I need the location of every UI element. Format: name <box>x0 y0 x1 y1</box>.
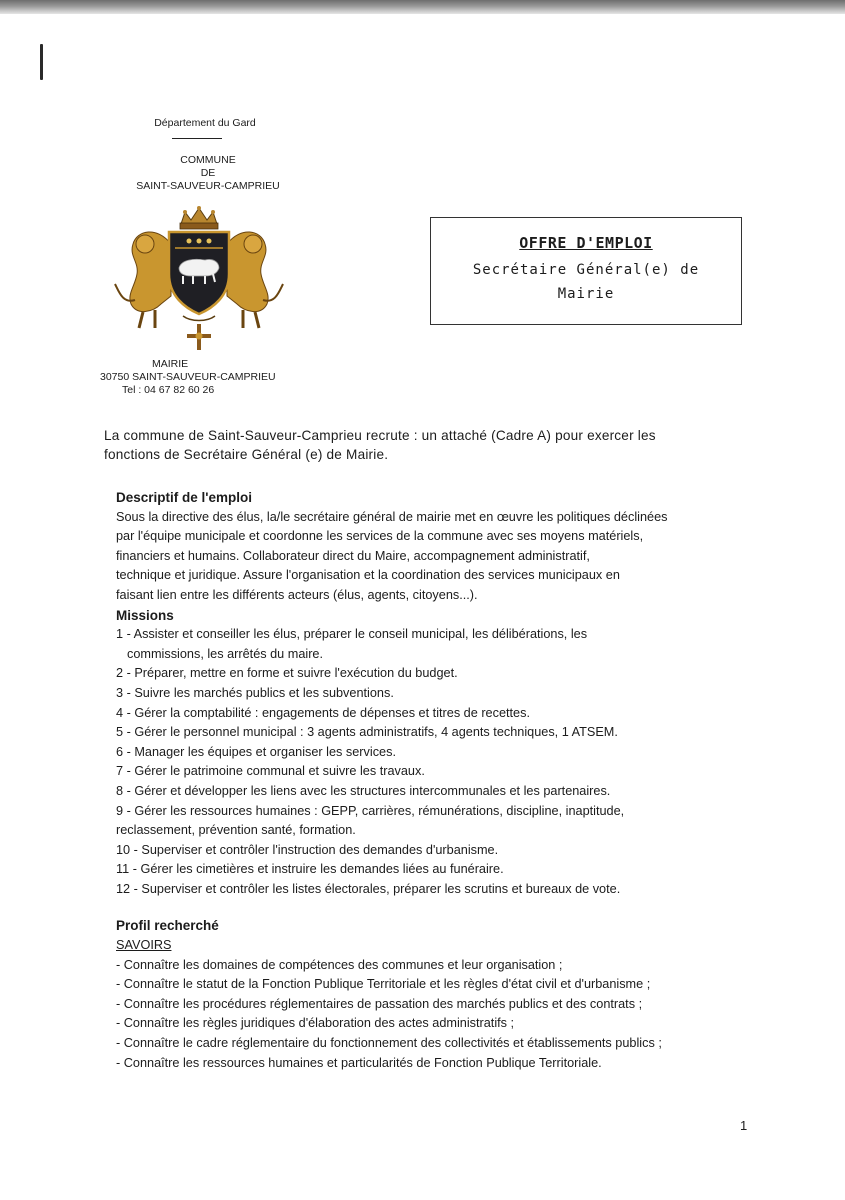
savoir-item: - Connaître le statut de la Fonction Publique Territoriale et les règles d'état civil et d'urbanisme ; <box>116 977 651 992</box>
mission-item: 10 - Superviser et contrôler l'instruction des demandes d'urbanisme. <box>116 842 499 857</box>
crown-icon <box>180 206 218 229</box>
mission-item: 8 - Gérer et développer les liens avec les structures intercommunales et les partenaires. <box>116 783 611 798</box>
commune-name <box>118 154 298 193</box>
intro-paragraph <box>104 426 754 464</box>
mission-item: 4 - Gérer la comptabilité : engagements de dépenses et titres de recettes. <box>116 705 530 720</box>
savoir-item: - Connaître les domaines de compétences des communes et leur organisation ; <box>116 957 563 972</box>
mission-item: 5 - Gérer le personnel municipal : 3 agents administratifs, 4 agents techniques, 1 ATSEM. <box>116 725 618 740</box>
savoir-item: - Connaître le cadre réglementaire du fonctionnement des collectivités et établissements publics ; <box>116 1036 662 1051</box>
mairie-address-block <box>100 358 310 397</box>
descriptif-line: financiers et humains. Collaborateur direct du Maire, accompagnement administratif, <box>116 548 590 563</box>
mission-item: 3 - Suivre les marchés publics et les subventions. <box>116 685 394 700</box>
letterhead-divider <box>172 138 222 139</box>
descriptif-heading: Descriptif de l'emploi <box>116 490 252 505</box>
commune-line-2: DE <box>200 167 216 179</box>
mairie-label: MAIRIE <box>152 358 189 370</box>
offer-subtitle <box>431 258 741 306</box>
coat-of-arms-icon <box>113 204 285 354</box>
cross-medal-icon <box>183 316 215 350</box>
savoirs-label: SAVOIRS <box>116 938 172 953</box>
page-number: 1 <box>740 1118 748 1133</box>
mission-item: 9 - Gérer les ressources humaines : GEPP, carrières, rémunérations, discipline, inaptitude, <box>116 803 625 818</box>
descriptif-line: faisant lien entre les différents acteurs (élus, agents, citoyens...). <box>116 587 478 602</box>
section-spacer <box>116 899 756 916</box>
mission-item: reclassement, prévention santé, formation. <box>116 823 356 838</box>
job-description-body <box>116 488 756 1073</box>
intro-line-2: fonctions de Secrétaire Général (e) de Mairie. <box>104 447 389 462</box>
savoir-item: - Connaître les procédures réglementaires de passation des marchés publics et des contrats ; <box>116 996 643 1011</box>
mission-item: 12 - Superviser et contrôler les listes électorales, préparer les scrutins et bureaux de vote. <box>116 881 621 896</box>
mission-item: 2 - Préparer, mettre en forme et suivre l'exécution du budget. <box>116 666 458 681</box>
profil-heading: Profil recherché <box>116 918 219 934</box>
shield-icon <box>169 232 229 314</box>
address-line: 30750 SAINT-SAUVEUR-CAMPRIEU <box>100 371 276 383</box>
mission-item: 1 - Assister et conseiller les élus, préparer le conseil municipal, les délibérations, les <box>116 627 588 642</box>
missions-list <box>116 625 756 899</box>
mission-item: 6 - Manager les équipes et organiser les services. <box>116 744 396 759</box>
descriptif-line: Sous la directive des élus, la/le secrétaire général de mairie met en œuvre les politiques déclinées <box>116 509 668 524</box>
savoir-item: - Connaître les ressources humaines et particularités de Fonction Publique Territoriale. <box>116 1055 602 1070</box>
phone-line: Tel : 04 67 82 60 26 <box>122 384 215 396</box>
missions-heading: Missions <box>116 607 174 623</box>
mission-item: 11 - Gérer les cimetières et instruire les demandes liées au funéraire. <box>116 862 504 877</box>
commune-line-3: SAINT-SAUVEUR-CAMPRIEU <box>136 180 280 192</box>
mission-item: 7 - Gérer le patrimoine communal et suivre les travaux. <box>116 764 425 779</box>
left-lion-icon <box>115 232 171 328</box>
offer-title: OFFRE D'EMPLOI <box>519 234 653 252</box>
commune-line-1: COMMUNE <box>180 154 236 166</box>
offer-title-box <box>430 217 742 325</box>
descriptif-line: technique et juridique. Assure l'organisation et la coordination des services municipaux en <box>116 568 620 583</box>
offer-subtitle-line-1: Secrétaire Général(e) de <box>472 262 700 278</box>
right-lion-icon <box>227 232 283 328</box>
department-label: Département du Gard <box>154 117 256 129</box>
intro-line-1: La commune de Saint-Sauveur-Camprieu recrute : un attaché (Cadre A) pour exercer les <box>104 428 656 443</box>
offer-subtitle-line-2: Mairie <box>557 286 615 302</box>
descriptif-line: par l'équipe municipale et coordonne les services de la commune avec ses moyens matériels, <box>116 529 644 544</box>
savoir-item: - Connaître les règles juridiques d'élaboration des actes administratifs ; <box>116 1016 515 1031</box>
scan-top-shadow <box>0 0 845 14</box>
scan-artifact <box>40 44 43 80</box>
mission-item: commissions, les arrêtés du maire. <box>127 646 324 661</box>
